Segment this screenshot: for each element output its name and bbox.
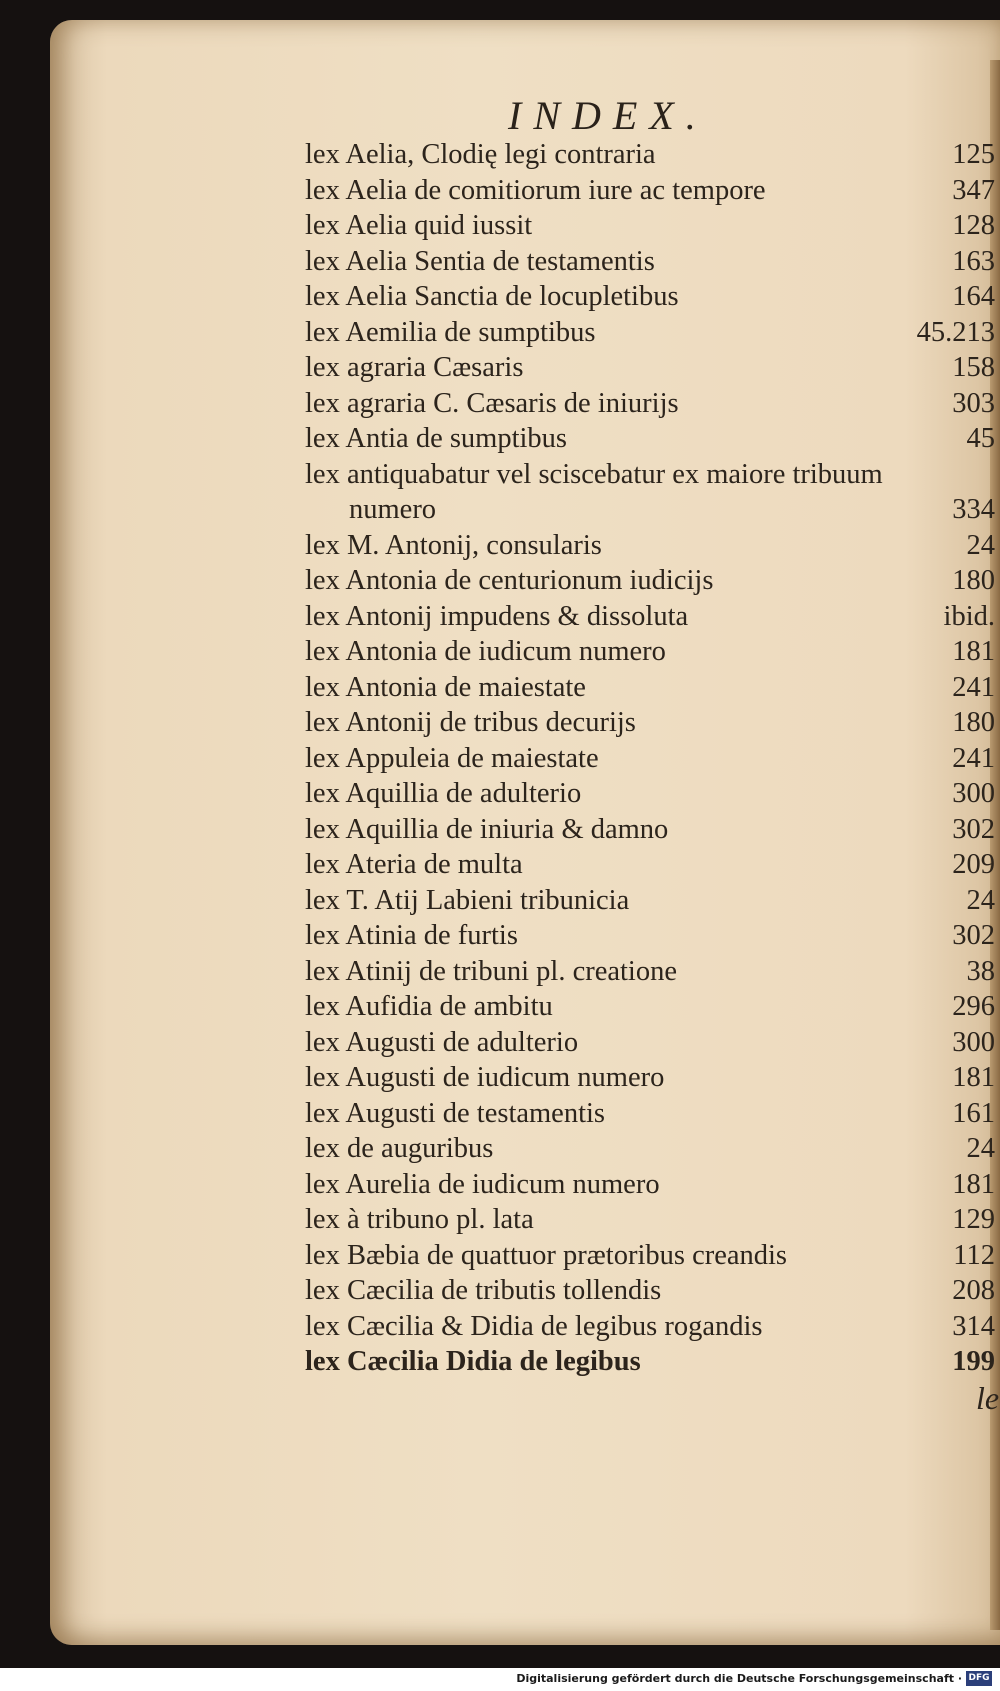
entry-page-ref: 45.213 (916, 316, 995, 348)
entry-page-ref: 181 (952, 636, 995, 667)
entry-term: lex agraria C. Cæsaris de iniurijs (305, 387, 679, 419)
entry-page-ref: 300 (952, 1026, 995, 1058)
index-entry (305, 208, 995, 244)
index-entry (305, 883, 995, 919)
entry-term: lex T. Atij Labieni tribunicia (305, 884, 630, 916)
entry-term: lex Aelia de comitiorum iure ac tempore (305, 174, 766, 206)
index-entry (305, 1202, 995, 1238)
entry-page-ref: 180 (952, 565, 995, 596)
entry-page-ref: 125 (952, 139, 995, 170)
entry-term: lex Cæcilia de tributis tollendis (305, 1275, 662, 1306)
index-entry (305, 776, 995, 812)
index-entry (305, 1238, 995, 1274)
entry-page-ref: 128 (952, 210, 995, 241)
index-entry (305, 386, 995, 422)
entry-term: lex Antonij impudens & dissoluta (305, 600, 689, 632)
entry-page-ref: 161 (952, 1097, 995, 1129)
entry-term: lex Antonia de maiestate (305, 671, 586, 703)
index-entry (305, 989, 995, 1025)
entry-term: lex de auguribus (305, 1133, 494, 1164)
entry-term: lex Augusti de iudicum numero (305, 1062, 665, 1093)
entry-page-ref: 24 (966, 529, 995, 561)
index-entry (305, 705, 995, 741)
index-entry (305, 563, 995, 599)
entry-page-ref: 163 (952, 245, 995, 277)
entry-page-ref: 112 (953, 1239, 995, 1271)
entry-term: lex Cæcilia Didia de legibus (305, 1346, 641, 1377)
entry-page-ref: 302 (952, 920, 995, 951)
entry-term: lex Bæbia de quattuor prætoribus creandis (305, 1239, 788, 1271)
entry-term: lex Aelia, Clodię legi contraria (305, 139, 656, 170)
entry-term: lex Antonia de iudicum numero (305, 636, 666, 667)
entry-term: lex M. Antonij, consularis (305, 529, 602, 561)
entry-page-ref: 303 (952, 387, 995, 419)
entry-term: numero (349, 494, 437, 525)
index-entry (305, 1096, 995, 1132)
entry-term: lex Aufidia de ambitu (305, 991, 553, 1022)
entry-term: lex Ateria de multa (305, 849, 523, 880)
entry-page-ref: 209 (952, 849, 995, 880)
entry-page-ref: 199 (952, 1346, 995, 1377)
index-entries (305, 137, 995, 1380)
index-entry (305, 954, 995, 990)
entry-page-ref: 334 (952, 494, 995, 525)
entry-term: lex Aquillia de iniuria & damno (305, 813, 669, 845)
entry-page-ref: 45 (966, 423, 995, 454)
digitization-footer (0, 1668, 1000, 1691)
index-entry (305, 279, 995, 315)
index-entry (305, 421, 995, 457)
entry-term: lex Augusti de adulterio (305, 1026, 579, 1058)
entry-page-ref: ibid. (943, 600, 995, 632)
entry-term: lex Antia de sumptibus (305, 423, 568, 454)
entry-term: lex Antonij de tribus decurijs (305, 707, 636, 738)
index-entry (305, 528, 995, 564)
entry-page-ref: 24 (966, 884, 995, 916)
entry-term: lex Cæcilia & Didia de legibus rogandis (305, 1310, 763, 1342)
entry-page-ref: 164 (952, 281, 995, 312)
index-entry (305, 1344, 995, 1380)
index-entry (305, 812, 995, 848)
entry-term: lex Aelia quid iussit (305, 210, 533, 241)
entry-term: lex à tribuno pl. lata (305, 1204, 534, 1235)
index-entry (305, 634, 995, 670)
index-entry (305, 1309, 995, 1345)
entry-term: lex Appuleia de maiestate (305, 742, 599, 774)
index-entry (305, 1167, 995, 1203)
entry-page-ref: 347 (952, 174, 995, 206)
index-entry (305, 492, 995, 528)
entry-term: lex Atinij de tribuni pl. creatione (305, 955, 677, 987)
entry-page-ref: 208 (952, 1275, 995, 1306)
entry-page-ref: 181 (952, 1168, 995, 1200)
entry-page-ref: 38 (966, 955, 995, 987)
entry-term: lex Aurelia de iudicum numero (305, 1168, 660, 1200)
entry-term: lex Aemilia de sumptibus (305, 316, 596, 348)
index-entry (305, 137, 995, 173)
index-entry (305, 1273, 995, 1309)
catchword: le (976, 1380, 1000, 1416)
entry-term: lex Augusti de testamentis (305, 1097, 606, 1129)
dfg-logo: DFG (966, 1671, 992, 1686)
index-entry (305, 244, 995, 280)
funding-credit: Digitalisierung gefördert durch die Deutsche Forschungsgemeinschaft · (516, 1672, 962, 1685)
entry-term: lex Aelia Sentia de testamentis (305, 245, 655, 277)
entry-term: lex Antonia de centurionum iudicijs (305, 565, 714, 596)
index-entry (305, 350, 995, 386)
entry-term: lex Atinia de furtis (305, 920, 518, 951)
entry-page-ref: 129 (952, 1204, 995, 1235)
entry-page-ref: 158 (952, 352, 995, 383)
entry-page-ref: 24 (966, 1133, 995, 1164)
entry-page-ref: 181 (952, 1062, 995, 1093)
entry-page-ref: 241 (952, 742, 995, 774)
index-entry (305, 847, 995, 883)
index-entry (305, 1025, 995, 1061)
entry-term: lex Aquillia de adulterio (305, 778, 582, 809)
index-entry (305, 1131, 995, 1167)
index-entry (305, 173, 995, 209)
entry-term: lex antiquabatur vel sciscebatur ex maiore tribuum (305, 458, 883, 490)
entry-page-ref: 296 (952, 991, 995, 1022)
index-entry (305, 918, 995, 954)
entry-page-ref: 302 (952, 813, 995, 845)
entry-page-ref: 314 (952, 1310, 995, 1342)
entry-page-ref: 180 (952, 707, 995, 738)
index-entry (305, 315, 995, 351)
entry-page-ref: 300 (952, 778, 995, 809)
index-entry (305, 599, 995, 635)
index-entry (305, 670, 995, 706)
page-heading: INDEX. (508, 93, 708, 138)
entry-term: lex Aelia Sanctia de locupletibus (305, 281, 679, 312)
entry-term: lex agraria Cæsaris (305, 352, 524, 383)
entry-page-ref: 241 (952, 671, 995, 703)
index-entry (305, 457, 995, 493)
index-entry (305, 1060, 995, 1096)
index-entry (305, 741, 995, 777)
